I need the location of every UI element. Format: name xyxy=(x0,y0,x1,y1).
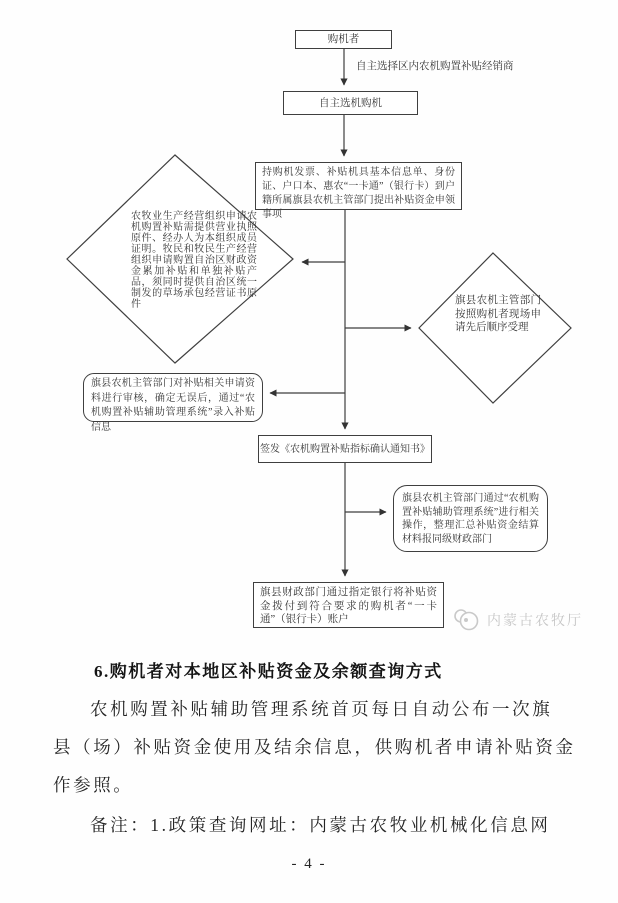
paragraph-line: 作参照。 xyxy=(53,775,134,795)
diamond-org-requirements-text: 农牧业生产经营组织申请农机购置补贴需提供营业执照原件、经办人为本组织成员证明。牧民和牧民生产经营组织申请购置自治区财政资金累加补贴和单独补贴产品，须同时提供自治区统一制发的草场承包经营证书原件 xyxy=(131,211,257,310)
flow-node-settlement: 旗县农机主管部门通过“农机购置补贴辅助管理系统”进行相关操作，整理汇总补贴资金结算材料报同级财政部门 xyxy=(393,485,548,552)
note-line: 备注：1.政策查询网址：内蒙古农牧业机械化信息网 xyxy=(90,815,551,835)
page-number: - 4 - xyxy=(291,856,327,872)
flow-node-payment: 旗县财政部门通过指定银行将补贴资金拨付到符合要求的购机者“一卡通”（银行卡）账户 xyxy=(253,582,444,628)
paragraph-line: 县（场）补贴资金使用及结余信息，供购机者申请补贴资金 xyxy=(53,737,576,757)
flow-node-purchaser xyxy=(295,30,392,49)
flow-node-self-select-label: 自主选机购机 xyxy=(319,97,382,109)
watermark xyxy=(452,607,583,633)
diamond-accept-order-text: 旗县农机主管部门按照购机者现场申请先后顺序受理 xyxy=(455,295,541,333)
flow-node-issue-notice xyxy=(258,435,432,463)
watermark-text: 内蒙古农牧厅 xyxy=(487,614,583,629)
cloud-logo-icon xyxy=(452,607,482,633)
edge-label-select-dealer: 自主选择区内农机购置补贴经销商 xyxy=(356,61,514,72)
flow-node-purchaser-label: 购机者 xyxy=(327,34,360,45)
flow-node-review: 旗县农机主管部门对补贴相关申请资料进行审核，确定无误后，通过“农机购置补贴辅助管理系统”录入补贴信息 xyxy=(83,373,263,422)
section-heading: 6.购机者对本地区补贴资金及余额查询方式 xyxy=(94,662,443,681)
flow-node-apply-materials: 持购机发票、补贴机具基本信息单、身份证、户口本、惠农“一卡通”（银行卡）到户籍所属旗县农机主管部门提出补贴资金申领事项 xyxy=(255,162,462,210)
flow-node-self-select xyxy=(283,91,418,115)
paragraph-line: 农机购置补贴辅助管理系统首页每日自动公布一次旗 xyxy=(90,699,553,719)
flow-node-issue-notice-label: 签发《农机购置补贴指标确认通知书》 xyxy=(260,443,430,455)
